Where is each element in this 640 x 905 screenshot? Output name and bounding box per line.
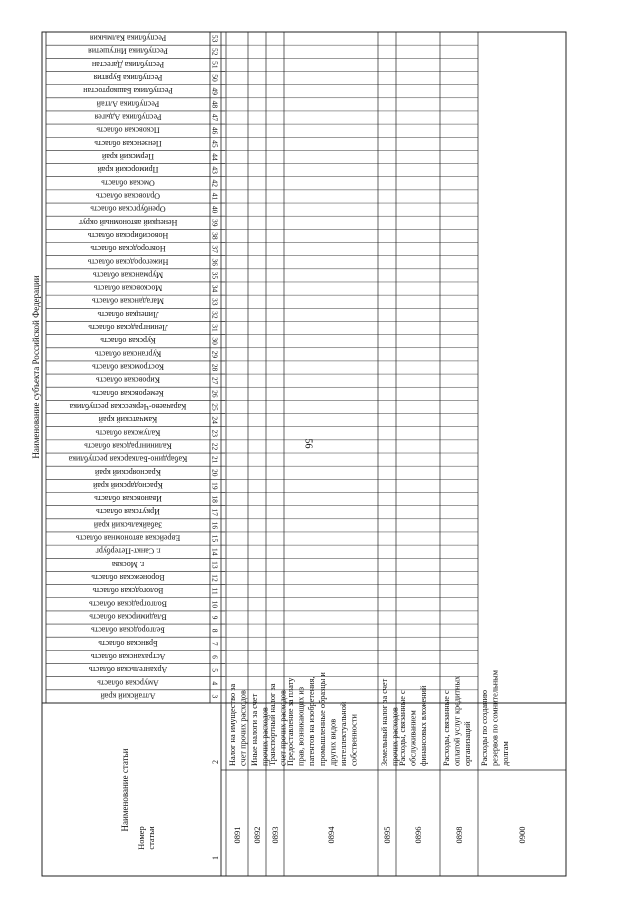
subject-number: 28 [210, 363, 220, 372]
subject-name: Оренбургская область [90, 204, 166, 214]
subject-number: 52 [210, 47, 220, 56]
subject-number: 6 [210, 655, 220, 659]
subject-number: 32 [210, 311, 220, 319]
subject-name: Магаданская область [91, 296, 165, 306]
subject-number: 14 [210, 547, 220, 556]
article-name: Расходы, связанные с оплатой услуг кредитных организаций [442, 675, 473, 766]
subject-name: Воронежская область [91, 573, 165, 583]
article-code: 0894 [326, 826, 336, 844]
subject-number: 9 [210, 615, 220, 620]
article-name: Земельный налог за счет прочих расходов [380, 678, 400, 766]
subject-number: 51 [210, 61, 220, 69]
subject-name: Нижегородская область [87, 257, 169, 267]
subject-name: Республика Калмыкия [89, 33, 167, 43]
subject-number: 43 [210, 166, 220, 174]
subject-number: 47 [210, 113, 220, 122]
subject-name: Белгородская область [91, 625, 165, 635]
article-code: 0898 [454, 826, 464, 844]
subject-name: Республика Ингушетия [88, 46, 168, 56]
subject-name: Амурская область [97, 678, 159, 688]
subject-name: Алтайский край [100, 691, 156, 701]
page-number: 56 [302, 438, 314, 449]
subject-name: Пермский край [102, 151, 154, 161]
article-code: 0895 [382, 826, 392, 844]
subject-name: Республика Дагестан [91, 59, 165, 69]
subject-name: Мурманская область [92, 270, 164, 280]
subject-number: 3 [210, 694, 220, 699]
subject-name: Новосибирская область [87, 230, 169, 240]
subject-number: 18 [210, 495, 220, 503]
subject-name: Курганская область [94, 349, 162, 359]
subject-number: 20 [210, 469, 220, 477]
subject-number: 38 [210, 232, 220, 240]
subject-number: 37 [210, 245, 220, 253]
subject-number: 25 [210, 403, 220, 411]
subject-number: 19 [210, 482, 220, 490]
subject-number: 8 [210, 628, 220, 633]
subject-number: 24 [210, 416, 220, 424]
subject-number: 53 [210, 34, 220, 43]
article-name-header: Наименование статьи [120, 748, 130, 832]
subject-number: 21 [210, 455, 220, 464]
subject-name: Иркутская область [96, 507, 160, 517]
subject-name: г. Санкт-Петербург [95, 546, 161, 556]
subject-number: 26 [210, 390, 220, 398]
subject-number: 36 [210, 258, 220, 266]
subject-number: 31 [210, 324, 220, 332]
subject-name: Кемеровская область [92, 388, 164, 398]
subject-number: 33 [210, 297, 220, 306]
subject-name: Владимирская область [89, 612, 167, 622]
subject-number: 48 [210, 100, 220, 109]
subject-number: 17 [210, 508, 220, 516]
subject-name: Псковская область [96, 125, 160, 135]
subject-number: 45 [210, 140, 220, 148]
subject-name: Еврейская автономная область [75, 533, 181, 543]
article-name: Предоставление за плату прав, возникающих из патентов на изобретения, промышленные образцы и других видов интеллектуальной собственности [286, 672, 359, 766]
subject-number: 29 [210, 350, 220, 359]
subject-name: Ивановская область [94, 494, 162, 504]
subject-name: Карачаево-Черкесская республика [69, 401, 187, 411]
subject-number: 27 [210, 376, 220, 385]
subject-header: Наименование субъекта Российской Федерации [31, 275, 41, 459]
article-name: Транспортный налог за счет прочих расходов [268, 683, 288, 766]
subject-name: Архангельская область [88, 665, 168, 675]
subject-number: 49 [210, 87, 220, 95]
subject-name: Вологодская область [92, 586, 164, 596]
subject-number: 11 [210, 587, 220, 595]
article-rows [228, 669, 527, 843]
subject-number: 23 [210, 429, 220, 438]
article-name: Иные налоги за счет прочих расходов [250, 693, 270, 766]
subject-name: Кабардино-Балкарская республика [68, 454, 188, 464]
subject-name: Республика Адыгея [94, 112, 162, 122]
subject-number: 13 [210, 561, 220, 569]
subject-name: Курская область [100, 336, 156, 346]
subject-name: Костромская область [92, 362, 164, 372]
subject-name: Липецкая область [97, 309, 159, 319]
article-code: 0896 [413, 826, 423, 844]
column-number-2: 2 [211, 760, 220, 764]
subject-name: Ленинградская область [88, 323, 168, 333]
subject-number: 15 [210, 534, 220, 543]
subject-name: Калужская область [95, 428, 161, 438]
article-name: Расходы, связанные с обслуживанием финансовых вложений [398, 685, 429, 766]
column-number-1: 1 [211, 856, 220, 860]
article-code: 0891 [232, 826, 242, 844]
article-code: 0892 [252, 826, 262, 844]
subject-number: 42 [210, 179, 220, 188]
subject-name: Приморский край [97, 165, 159, 175]
article-name: Налог на имущество за счет прочих расходов [228, 683, 248, 766]
subject-name: Ненецкий автономный округ [78, 217, 178, 227]
subject-name: Волгоградская область [89, 599, 167, 609]
subject-number: 50 [210, 74, 220, 82]
subject-name: Орловская область [95, 191, 161, 201]
subject-number: 46 [210, 126, 220, 135]
subject-number: 4 [210, 681, 220, 686]
subject-number: 12 [210, 574, 220, 582]
subject-number: 34 [210, 284, 220, 293]
subject-number: 16 [210, 521, 220, 530]
subject-name: Забайкальский край [93, 520, 163, 530]
article-name: Расходы по созданию резервов по сомнительным долгам [480, 669, 511, 766]
table-header [120, 748, 220, 860]
article-number-header: Номерстатьи [136, 826, 156, 850]
subject-name: г. Москва [111, 559, 145, 569]
subject-name: Астраханская область [90, 651, 166, 661]
subject-name: Красноярский край [95, 467, 161, 477]
subject-name: Новгородская область [90, 244, 166, 254]
subject-number: 39 [210, 219, 220, 227]
subject-number: 40 [210, 205, 220, 214]
subject-name: Калининградская область [84, 441, 172, 451]
article-code: 0893 [270, 826, 280, 844]
subject-name: Московская область [93, 283, 163, 293]
subject-name: Кировская область [95, 375, 161, 385]
subject-name: Пензенская область [94, 138, 162, 148]
subject-number: 30 [210, 337, 220, 345]
subject-number: 5 [210, 668, 220, 672]
subject-number: 44 [210, 153, 220, 161]
subject-name: Омская область [101, 178, 155, 188]
subject-name: Камчатский край [98, 415, 158, 425]
subject-name: Республика Башкортостан [83, 86, 173, 96]
subject-columns [68, 34, 219, 701]
subject-name: Республика Бурятия [93, 73, 163, 83]
subject-name: Краснодарский край [93, 480, 163, 490]
subject-number: 35 [210, 271, 220, 280]
subject-name: Брянская область [98, 638, 158, 648]
subject-number: 41 [210, 192, 220, 201]
subject-number: 10 [210, 600, 220, 609]
subject-number: 7 [210, 641, 220, 646]
subject-name: Республика Алтай [96, 99, 160, 109]
article-code: 0900 [517, 826, 527, 844]
subject-number: 22 [210, 442, 220, 451]
